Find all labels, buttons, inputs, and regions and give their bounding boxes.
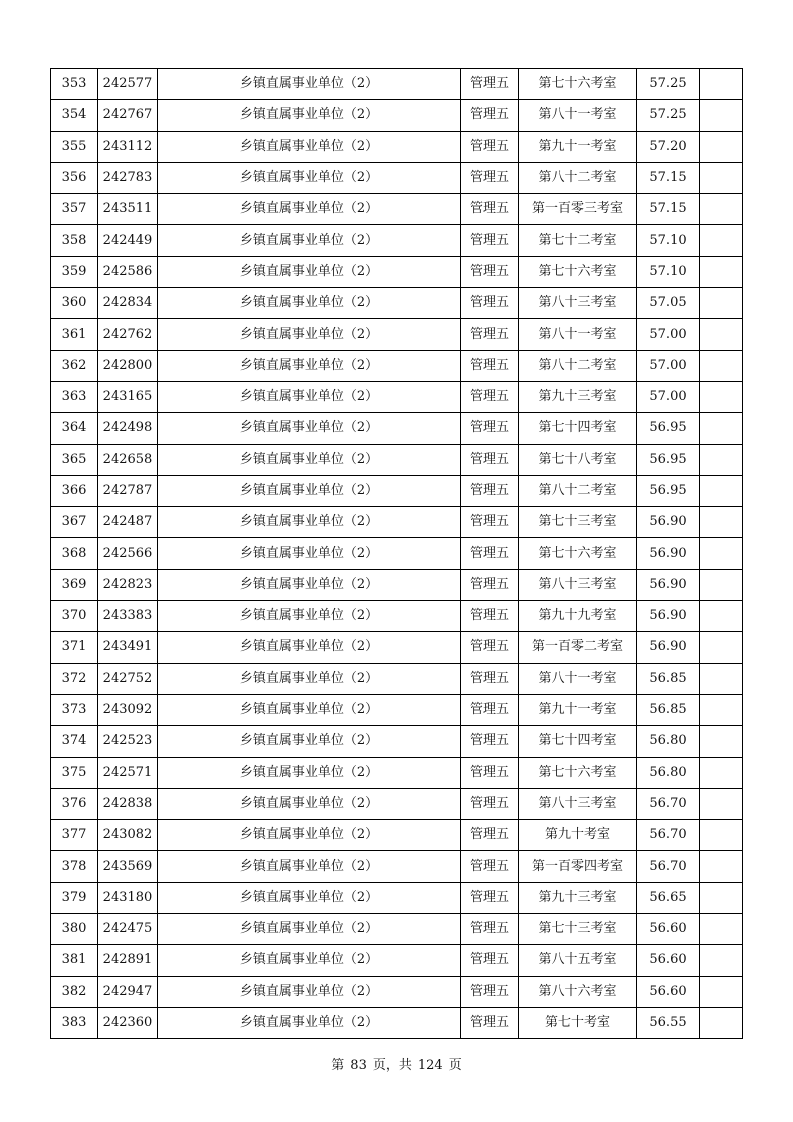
cell-remark	[700, 475, 743, 506]
cell-position: 管理五	[461, 632, 519, 663]
table-row	[51, 475, 743, 506]
table-row	[51, 225, 743, 256]
cell-score: 56.55	[637, 1007, 700, 1038]
cell-exam-room: 第八十六考室	[519, 976, 637, 1007]
cell-exam-room: 第八十二考室	[519, 350, 637, 381]
cell-score: 56.80	[637, 726, 700, 757]
cell-exam-id: 242767	[98, 100, 158, 131]
cell-exam-room: 第七十六考室	[519, 69, 637, 100]
cell-position: 管理五	[461, 162, 519, 193]
cell-remark	[700, 882, 743, 913]
cell-exam-id: 243082	[98, 820, 158, 851]
cell-unit: 乡镇直属事业单位（2）	[158, 663, 461, 694]
table-row	[51, 820, 743, 851]
cell-serial-number: 364	[51, 413, 98, 444]
cell-score: 56.70	[637, 788, 700, 819]
footer-prefix: 第	[331, 1058, 345, 1073]
cell-serial-number: 354	[51, 100, 98, 131]
cell-position: 管理五	[461, 194, 519, 225]
cell-exam-id: 243383	[98, 601, 158, 632]
table-row	[51, 319, 743, 350]
cell-exam-room: 第七十八考室	[519, 444, 637, 475]
cell-serial-number: 367	[51, 507, 98, 538]
cell-position: 管理五	[461, 851, 519, 882]
cell-remark	[700, 976, 743, 1007]
cell-exam-room: 第七十六考室	[519, 538, 637, 569]
cell-score: 57.10	[637, 225, 700, 256]
cell-exam-room: 第一百零二考室	[519, 632, 637, 663]
cell-serial-number: 369	[51, 569, 98, 600]
cell-score: 57.00	[637, 319, 700, 350]
cell-unit: 乡镇直属事业单位（2）	[158, 194, 461, 225]
cell-exam-room: 第七十四考室	[519, 726, 637, 757]
score-table	[50, 68, 743, 1039]
table-row	[51, 914, 743, 945]
cell-serial-number: 379	[51, 882, 98, 913]
cell-exam-room: 第九十三考室	[519, 882, 637, 913]
cell-score: 56.60	[637, 945, 700, 976]
cell-serial-number: 353	[51, 69, 98, 100]
table-row	[51, 945, 743, 976]
cell-serial-number: 378	[51, 851, 98, 882]
cell-exam-id: 242566	[98, 538, 158, 569]
cell-remark	[700, 632, 743, 663]
cell-unit: 乡镇直属事业单位（2）	[158, 788, 461, 819]
cell-remark	[700, 914, 743, 945]
cell-exam-room: 第七十四考室	[519, 413, 637, 444]
cell-position: 管理五	[461, 945, 519, 976]
cell-remark	[700, 538, 743, 569]
cell-serial-number: 361	[51, 319, 98, 350]
cell-unit: 乡镇直属事业单位（2）	[158, 569, 461, 600]
cell-score: 57.15	[637, 162, 700, 193]
footer-middle: 页，共	[372, 1058, 412, 1073]
cell-exam-id: 242783	[98, 162, 158, 193]
cell-exam-id: 242487	[98, 507, 158, 538]
cell-unit: 乡镇直属事业单位（2）	[158, 162, 461, 193]
cell-serial-number: 360	[51, 288, 98, 319]
cell-unit: 乡镇直属事业单位（2）	[158, 256, 461, 287]
cell-score: 56.60	[637, 914, 700, 945]
cell-remark	[700, 350, 743, 381]
cell-position: 管理五	[461, 288, 519, 319]
cell-exam-room: 第九十一考室	[519, 131, 637, 162]
cell-exam-id: 242891	[98, 945, 158, 976]
cell-position: 管理五	[461, 820, 519, 851]
cell-serial-number: 365	[51, 444, 98, 475]
cell-score: 56.65	[637, 882, 700, 913]
cell-score: 56.90	[637, 538, 700, 569]
cell-serial-number: 359	[51, 256, 98, 287]
cell-remark	[700, 1007, 743, 1038]
cell-exam-room: 第八十三考室	[519, 788, 637, 819]
cell-serial-number: 366	[51, 475, 98, 506]
cell-remark	[700, 851, 743, 882]
cell-remark	[700, 444, 743, 475]
cell-exam-room: 第九十三考室	[519, 381, 637, 412]
table-row	[51, 69, 743, 100]
cell-score: 57.00	[637, 381, 700, 412]
cell-serial-number: 355	[51, 131, 98, 162]
cell-unit: 乡镇直属事业单位（2）	[158, 100, 461, 131]
cell-position: 管理五	[461, 256, 519, 287]
cell-remark	[700, 507, 743, 538]
cell-serial-number: 380	[51, 914, 98, 945]
cell-unit: 乡镇直属事业单位（2）	[158, 851, 461, 882]
cell-exam-room: 第一百零四考室	[519, 851, 637, 882]
cell-unit: 乡镇直属事业单位（2）	[158, 1007, 461, 1038]
cell-unit: 乡镇直属事业单位（2）	[158, 381, 461, 412]
cell-serial-number: 373	[51, 694, 98, 725]
cell-exam-room: 第七十考室	[519, 1007, 637, 1038]
cell-score: 56.95	[637, 444, 700, 475]
cell-remark	[700, 413, 743, 444]
cell-serial-number: 357	[51, 194, 98, 225]
cell-score: 56.90	[637, 632, 700, 663]
cell-exam-room: 第七十六考室	[519, 256, 637, 287]
cell-position: 管理五	[461, 976, 519, 1007]
cell-unit: 乡镇直属事业单位（2）	[158, 475, 461, 506]
cell-position: 管理五	[461, 131, 519, 162]
footer-page-number: 83	[350, 1058, 367, 1073]
cell-remark	[700, 319, 743, 350]
table-row	[51, 162, 743, 193]
cell-remark	[700, 945, 743, 976]
cell-exam-id: 243491	[98, 632, 158, 663]
cell-serial-number: 372	[51, 663, 98, 694]
cell-position: 管理五	[461, 444, 519, 475]
cell-unit: 乡镇直属事业单位（2）	[158, 601, 461, 632]
cell-exam-room: 第八十一考室	[519, 319, 637, 350]
cell-remark	[700, 788, 743, 819]
cell-score: 57.10	[637, 256, 700, 287]
cell-remark	[700, 694, 743, 725]
cell-unit: 乡镇直属事业单位（2）	[158, 882, 461, 913]
cell-position: 管理五	[461, 663, 519, 694]
page-footer	[0, 1057, 793, 1075]
cell-exam-room: 第八十五考室	[519, 945, 637, 976]
cell-unit: 乡镇直属事业单位（2）	[158, 444, 461, 475]
table-row	[51, 538, 743, 569]
cell-exam-id: 243165	[98, 381, 158, 412]
cell-score: 57.25	[637, 69, 700, 100]
table-row	[51, 694, 743, 725]
cell-serial-number: 381	[51, 945, 98, 976]
cell-unit: 乡镇直属事业单位（2）	[158, 69, 461, 100]
cell-remark	[700, 131, 743, 162]
cell-exam-room: 第九十一考室	[519, 694, 637, 725]
cell-remark	[700, 162, 743, 193]
table-row	[51, 851, 743, 882]
cell-unit: 乡镇直属事业单位（2）	[158, 726, 461, 757]
table-row	[51, 632, 743, 663]
footer-total-pages: 124	[417, 1058, 443, 1073]
cell-remark	[700, 381, 743, 412]
table-row	[51, 194, 743, 225]
cell-unit: 乡镇直属事业单位（2）	[158, 757, 461, 788]
table-row	[51, 601, 743, 632]
cell-exam-id: 243511	[98, 194, 158, 225]
table-row	[51, 1007, 743, 1038]
cell-exam-room: 第一百零三考室	[519, 194, 637, 225]
cell-score: 57.25	[637, 100, 700, 131]
cell-position: 管理五	[461, 413, 519, 444]
cell-exam-id: 242449	[98, 225, 158, 256]
cell-score: 56.85	[637, 663, 700, 694]
cell-position: 管理五	[461, 538, 519, 569]
cell-serial-number: 363	[51, 381, 98, 412]
table-row	[51, 757, 743, 788]
cell-exam-id: 242752	[98, 663, 158, 694]
cell-exam-id: 243180	[98, 882, 158, 913]
cell-unit: 乡镇直属事业单位（2）	[158, 945, 461, 976]
cell-position: 管理五	[461, 726, 519, 757]
cell-unit: 乡镇直属事业单位（2）	[158, 288, 461, 319]
cell-score: 56.60	[637, 976, 700, 1007]
cell-serial-number: 362	[51, 350, 98, 381]
cell-serial-number: 370	[51, 601, 98, 632]
table-row	[51, 726, 743, 757]
cell-position: 管理五	[461, 350, 519, 381]
cell-remark	[700, 225, 743, 256]
cell-unit: 乡镇直属事业单位（2）	[158, 538, 461, 569]
cell-position: 管理五	[461, 507, 519, 538]
cell-unit: 乡镇直属事业单位（2）	[158, 507, 461, 538]
table-row	[51, 413, 743, 444]
cell-unit: 乡镇直属事业单位（2）	[158, 413, 461, 444]
cell-serial-number: 375	[51, 757, 98, 788]
cell-remark	[700, 256, 743, 287]
cell-exam-id: 243569	[98, 851, 158, 882]
cell-unit: 乡镇直属事业单位（2）	[158, 632, 461, 663]
footer-suffix: 页	[448, 1058, 462, 1073]
cell-unit: 乡镇直属事业单位（2）	[158, 319, 461, 350]
cell-serial-number: 377	[51, 820, 98, 851]
cell-exam-id: 242787	[98, 475, 158, 506]
cell-score: 56.95	[637, 475, 700, 506]
cell-exam-id: 242800	[98, 350, 158, 381]
cell-position: 管理五	[461, 882, 519, 913]
cell-exam-id: 242834	[98, 288, 158, 319]
cell-remark	[700, 820, 743, 851]
cell-exam-room: 第八十二考室	[519, 475, 637, 506]
cell-exam-room: 第八十一考室	[519, 663, 637, 694]
cell-exam-id: 242577	[98, 69, 158, 100]
table-row	[51, 256, 743, 287]
cell-position: 管理五	[461, 694, 519, 725]
cell-exam-id: 242838	[98, 788, 158, 819]
table-row	[51, 882, 743, 913]
cell-serial-number: 374	[51, 726, 98, 757]
cell-position: 管理五	[461, 914, 519, 945]
cell-remark	[700, 726, 743, 757]
cell-unit: 乡镇直属事业单位（2）	[158, 350, 461, 381]
cell-position: 管理五	[461, 569, 519, 600]
cell-score: 57.05	[637, 288, 700, 319]
table-row	[51, 350, 743, 381]
cell-score: 56.90	[637, 569, 700, 600]
table-row	[51, 131, 743, 162]
cell-exam-room: 第七十二考室	[519, 225, 637, 256]
cell-exam-room: 第七十六考室	[519, 757, 637, 788]
cell-exam-room: 第八十一考室	[519, 100, 637, 131]
cell-serial-number: 383	[51, 1007, 98, 1038]
cell-exam-id: 242475	[98, 914, 158, 945]
cell-score: 56.70	[637, 820, 700, 851]
cell-exam-id: 242360	[98, 1007, 158, 1038]
cell-exam-room: 第八十三考室	[519, 569, 637, 600]
cell-score: 56.90	[637, 601, 700, 632]
cell-position: 管理五	[461, 1007, 519, 1038]
cell-serial-number: 371	[51, 632, 98, 663]
cell-exam-id: 242947	[98, 976, 158, 1007]
cell-position: 管理五	[461, 100, 519, 131]
cell-exam-id: 242658	[98, 444, 158, 475]
cell-exam-id: 242498	[98, 413, 158, 444]
cell-position: 管理五	[461, 788, 519, 819]
cell-unit: 乡镇直属事业单位（2）	[158, 131, 461, 162]
cell-score: 56.95	[637, 413, 700, 444]
table-row	[51, 507, 743, 538]
cell-position: 管理五	[461, 69, 519, 100]
cell-unit: 乡镇直属事业单位（2）	[158, 225, 461, 256]
cell-remark	[700, 663, 743, 694]
table-row	[51, 100, 743, 131]
cell-remark	[700, 569, 743, 600]
cell-position: 管理五	[461, 475, 519, 506]
cell-position: 管理五	[461, 225, 519, 256]
cell-remark	[700, 288, 743, 319]
cell-serial-number: 358	[51, 225, 98, 256]
cell-score: 56.90	[637, 507, 700, 538]
cell-remark	[700, 194, 743, 225]
table-row	[51, 444, 743, 475]
cell-exam-room: 第八十三考室	[519, 288, 637, 319]
cell-remark	[700, 100, 743, 131]
cell-exam-room: 第九十九考室	[519, 601, 637, 632]
cell-score: 56.85	[637, 694, 700, 725]
cell-exam-room: 第七十三考室	[519, 507, 637, 538]
table-row	[51, 569, 743, 600]
cell-serial-number: 382	[51, 976, 98, 1007]
cell-remark	[700, 757, 743, 788]
cell-exam-room: 第七十三考室	[519, 914, 637, 945]
table-row	[51, 788, 743, 819]
table-row	[51, 381, 743, 412]
table-row	[51, 288, 743, 319]
cell-serial-number: 376	[51, 788, 98, 819]
cell-position: 管理五	[461, 319, 519, 350]
cell-score: 57.00	[637, 350, 700, 381]
cell-remark	[700, 69, 743, 100]
cell-position: 管理五	[461, 757, 519, 788]
cell-score: 56.80	[637, 757, 700, 788]
cell-exam-id: 243092	[98, 694, 158, 725]
cell-unit: 乡镇直属事业单位（2）	[158, 976, 461, 1007]
cell-unit: 乡镇直属事业单位（2）	[158, 914, 461, 945]
cell-serial-number: 368	[51, 538, 98, 569]
table-row	[51, 663, 743, 694]
cell-exam-id: 242586	[98, 256, 158, 287]
cell-exam-id: 242823	[98, 569, 158, 600]
cell-exam-id: 242571	[98, 757, 158, 788]
cell-unit: 乡镇直属事业单位（2）	[158, 694, 461, 725]
cell-score: 57.15	[637, 194, 700, 225]
cell-position: 管理五	[461, 601, 519, 632]
cell-score: 57.20	[637, 131, 700, 162]
cell-exam-id: 243112	[98, 131, 158, 162]
cell-remark	[700, 601, 743, 632]
cell-exam-room: 第九十考室	[519, 820, 637, 851]
cell-exam-id: 242523	[98, 726, 158, 757]
cell-position: 管理五	[461, 381, 519, 412]
table-body	[51, 69, 743, 1039]
cell-score: 56.70	[637, 851, 700, 882]
table-row	[51, 976, 743, 1007]
cell-serial-number: 356	[51, 162, 98, 193]
cell-exam-id: 242762	[98, 319, 158, 350]
cell-unit: 乡镇直属事业单位（2）	[158, 820, 461, 851]
cell-exam-room: 第八十二考室	[519, 162, 637, 193]
